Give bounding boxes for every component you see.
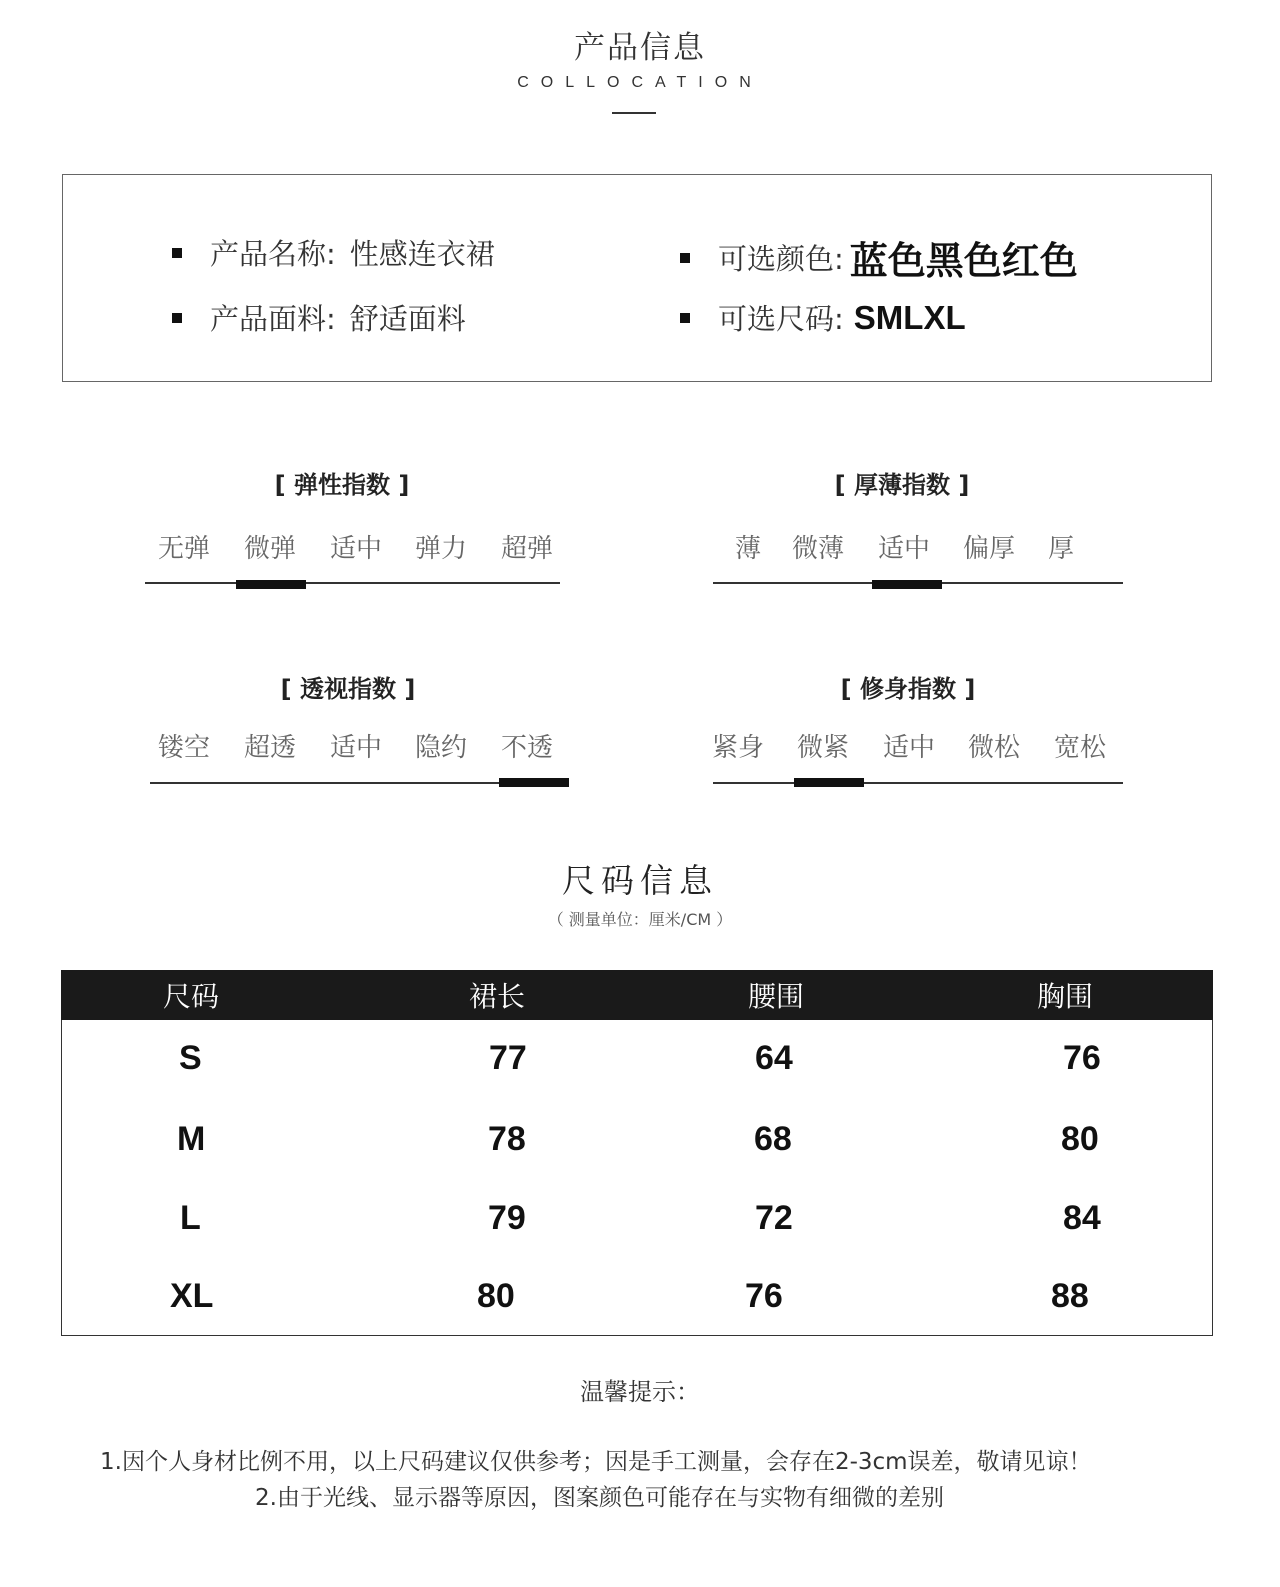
bullet-icon — [172, 248, 182, 258]
bullet-icon — [172, 313, 182, 323]
thickness-option: 微薄 — [792, 534, 845, 564]
thickness-index-title: [ 厚薄指数 ] — [834, 471, 970, 499]
fit-option: 宽松 — [1054, 733, 1107, 763]
elasticity-option: 无弹 — [158, 534, 211, 564]
table-header-waist: 腰围 — [748, 980, 805, 1013]
transparency-index-title: [ 透视指数 ] — [280, 675, 416, 703]
table-cell: 88 — [1051, 1277, 1089, 1315]
elasticity-index-title: [ 弹性指数 ] — [274, 471, 410, 499]
product-color-label: 可选颜色: — [718, 242, 844, 276]
thickness-option: 适中 — [878, 534, 931, 564]
table-cell: 80 — [1061, 1120, 1099, 1158]
size-info-title: 尺码信息 — [562, 861, 718, 900]
table-cell: 77 — [489, 1039, 527, 1077]
fit-selected-marker — [794, 778, 864, 787]
tips-title: 温馨提示： — [580, 1378, 700, 1406]
bullet-icon — [680, 313, 690, 323]
table-cell: 80 — [477, 1277, 515, 1315]
fit-option: 适中 — [883, 733, 936, 763]
tip-line: 2.由于光线、显示器等原因，图案颜色可能存在与实物有细微的差别 — [255, 1485, 944, 1511]
fit-scale-line — [713, 782, 1123, 784]
fit-option: 微紧 — [797, 733, 850, 763]
title-divider — [612, 112, 656, 114]
product-fabric-row — [172, 297, 466, 338]
fit-option: 微松 — [968, 733, 1021, 763]
table-cell: 68 — [754, 1120, 792, 1158]
product-fabric-value: 舒适面料 — [349, 302, 466, 336]
table-cell: 76 — [745, 1277, 783, 1315]
table-header-size: 尺码 — [163, 980, 220, 1013]
table-cell: 76 — [1063, 1039, 1101, 1077]
size-table — [61, 970, 1213, 1336]
table-cell: 84 — [1063, 1199, 1101, 1237]
size-unit-note: （ 测量单位：厘米/CM ） — [547, 910, 733, 929]
thickness-option: 薄 — [735, 534, 762, 564]
bullet-icon — [680, 253, 690, 263]
product-size-value: SMLXL — [853, 298, 966, 336]
table-cell: L — [180, 1199, 201, 1237]
fit-index-title: [ 修身指数 ] — [840, 675, 976, 703]
table-cell: 78 — [488, 1120, 526, 1158]
product-size-label: 可选尺码: — [718, 302, 844, 336]
product-fabric-label: 产品面料: — [210, 302, 336, 336]
transparency-selected-marker — [499, 778, 569, 787]
elasticity-selected-marker — [236, 580, 306, 589]
table-cell: S — [179, 1039, 202, 1077]
transparency-option: 镂空 — [158, 733, 211, 763]
product-name-value: 性感连衣裙 — [349, 237, 495, 271]
elasticity-scale-line — [145, 582, 560, 584]
product-name-row — [172, 232, 495, 273]
product-color-row — [680, 230, 1078, 285]
thickness-option: 偏厚 — [963, 534, 1016, 564]
product-name-label: 产品名称: — [210, 237, 336, 271]
transparency-option: 不透 — [501, 733, 554, 763]
product-size-row — [680, 297, 966, 338]
elasticity-option: 适中 — [330, 534, 383, 564]
product-color-value: 蓝色黑色红色 — [849, 239, 1078, 283]
page-subtitle: COLLOCATION — [517, 74, 763, 91]
elasticity-option: 微弹 — [244, 534, 297, 564]
tip-line: 1.因个人身材比例不用，以上尺码建议仅供参考；因是手工测量，会存在2-3cm误差，敬请见谅！ — [100, 1449, 1092, 1475]
table-cell: 72 — [755, 1199, 793, 1237]
thickness-selected-marker — [872, 580, 942, 589]
table-cell: 64 — [755, 1039, 793, 1077]
transparency-option: 隐约 — [415, 733, 468, 763]
elasticity-option: 超弹 — [501, 534, 554, 564]
transparency-option: 超透 — [244, 733, 297, 763]
page-title: 产品信息 — [574, 30, 706, 66]
elasticity-option: 弹力 — [415, 534, 468, 564]
thickness-option: 厚 — [1048, 534, 1075, 564]
fit-option: 紧身 — [712, 733, 765, 763]
table-cell: 79 — [488, 1199, 526, 1237]
table-cell: XL — [170, 1277, 214, 1315]
table-cell: M — [177, 1120, 206, 1158]
table-header-length: 裙长 — [469, 980, 526, 1013]
table-header-bust: 胸围 — [1037, 980, 1094, 1013]
transparency-option: 适中 — [330, 733, 383, 763]
